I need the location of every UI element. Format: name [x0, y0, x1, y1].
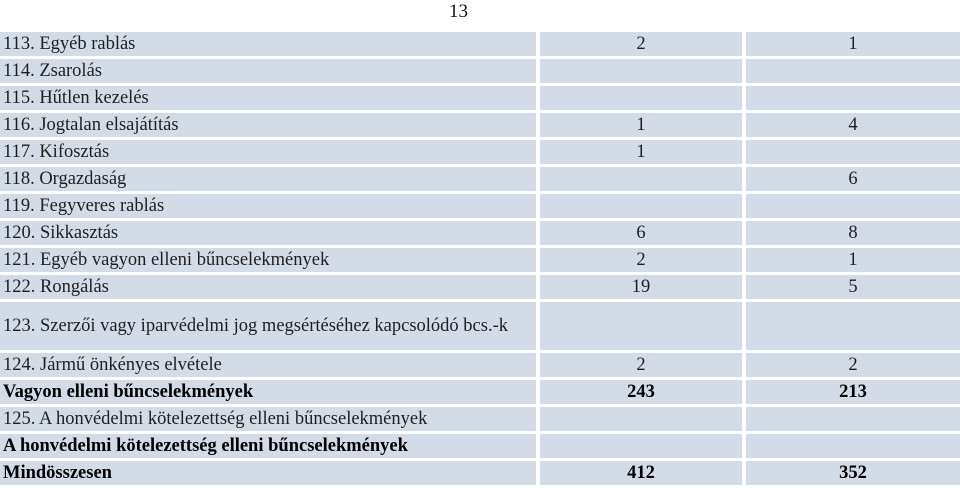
row-label: Vagyon elleni bűncselekmények: [0, 380, 540, 404]
value-col-2: 5: [746, 275, 960, 299]
row-label: 118. Orgazdaság: [0, 167, 540, 191]
grand-total-row: [0, 461, 960, 485]
value-col-2: [746, 434, 960, 458]
table-row: [0, 113, 960, 137]
row-label: 115. Hűtlen kezelés: [0, 86, 540, 110]
value-col-2: [746, 140, 960, 164]
value-col-2: 352: [746, 461, 960, 485]
table-row: [0, 353, 960, 377]
value-col-1: [540, 407, 746, 431]
row-label: 124. Jármű önkényes elvétele: [0, 353, 540, 377]
table-row: [0, 275, 960, 299]
row-label: 117. Kifosztás: [0, 140, 540, 164]
value-col-2: 213: [746, 380, 960, 404]
value-col-1: [540, 59, 746, 83]
table-body: [0, 32, 960, 485]
value-col-2: 4: [746, 113, 960, 137]
value-col-2: 2: [746, 353, 960, 377]
table-row: [0, 86, 960, 110]
row-label: 122. Rongálás: [0, 275, 540, 299]
table-row: [0, 32, 960, 56]
value-col-2: 1: [746, 32, 960, 56]
value-col-1: 6: [540, 221, 746, 245]
value-col-1: 1: [540, 140, 746, 164]
value-col-1: [540, 302, 746, 350]
value-col-1: 2: [540, 353, 746, 377]
table-row: [0, 59, 960, 83]
row-label: 113. Egyéb rablás: [0, 32, 540, 56]
row-label: 121. Egyéb vagyon elleni bűncselekmények: [0, 248, 540, 272]
value-col-1: 19: [540, 275, 746, 299]
row-label: 125. A honvédelmi kötelezettség elleni bűncselekmények: [0, 407, 540, 431]
table-row: [0, 221, 960, 245]
row-label: 120. Sikkasztás: [0, 221, 540, 245]
table-row: [0, 407, 960, 431]
value-col-1: 243: [540, 380, 746, 404]
value-col-2: [746, 59, 960, 83]
value-col-1: [540, 86, 746, 110]
value-col-1: [540, 167, 746, 191]
table-row: [0, 302, 960, 350]
value-col-1: [540, 434, 746, 458]
table-row: [0, 248, 960, 272]
row-label: 123. Szerzői vagy iparvédelmi jog megsértéséhez kapcsolódó bcs.-k: [0, 302, 540, 350]
value-col-1: 1: [540, 113, 746, 137]
value-col-2: [746, 194, 960, 218]
value-col-2: 8: [746, 221, 960, 245]
row-label: 116. Jogtalan elsajátítás: [0, 113, 540, 137]
row-label: Mindösszesen: [0, 461, 540, 485]
subtotal-row: [0, 434, 960, 458]
table-row: [0, 167, 960, 191]
value-col-2: 1: [746, 248, 960, 272]
value-col-2: [746, 86, 960, 110]
value-col-1: 2: [540, 32, 746, 56]
value-col-2: 6: [746, 167, 960, 191]
table-row: [0, 140, 960, 164]
crime-statistics-table: [0, 29, 960, 488]
row-label: 114. Zsarolás: [0, 59, 540, 83]
row-label: 119. Fegyveres rablás: [0, 194, 540, 218]
value-col-1: 412: [540, 461, 746, 485]
page-number: 13: [449, 1, 468, 22]
value-col-2: [746, 302, 960, 350]
value-col-2: [746, 407, 960, 431]
table-row: [0, 194, 960, 218]
value-col-1: [540, 194, 746, 218]
row-label: A honvédelmi kötelezettség elleni bűncselekmények: [0, 434, 540, 458]
subtotal-row: [0, 380, 960, 404]
value-col-1: 2: [540, 248, 746, 272]
